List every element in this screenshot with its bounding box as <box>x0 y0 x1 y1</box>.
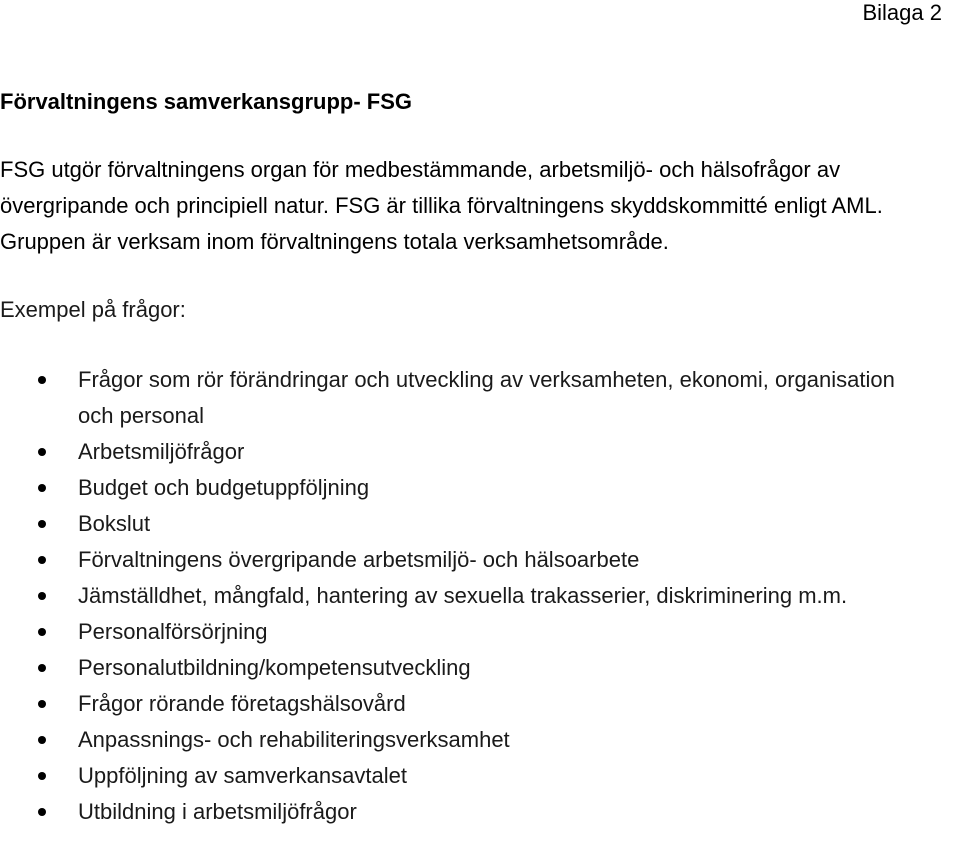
list-item-text: Personalförsörjning <box>78 619 268 644</box>
list-item <box>0 794 930 830</box>
list-item-text: Frågor som rör förändringar och utveckling av verksamheten, ekonomi, organisation och personal <box>78 367 895 428</box>
bullet-icon <box>38 448 46 456</box>
bullet-icon <box>38 484 46 492</box>
list-item <box>0 506 930 542</box>
list-item <box>0 758 930 794</box>
bullet-icon <box>38 700 46 708</box>
list-item-text: Budget och budgetuppföljning <box>78 475 370 500</box>
bullet-icon <box>38 808 46 816</box>
list-item <box>0 470 930 506</box>
bullet-icon <box>38 556 46 564</box>
list-item-text: Bokslut <box>78 511 151 536</box>
question-list <box>0 362 930 830</box>
examples-heading: Exempel på frågor: <box>0 297 186 322</box>
list-item <box>0 650 930 686</box>
bullet-icon <box>38 736 46 744</box>
intro-paragraph: FSG utgör förvaltningens organ för medbestämmande, arbetsmiljö- och hälsofrågor av övergripande och principiell natur. FSG är tillika förvaltningens skyddskommitté enligt AML. Gruppen är verksam inom förvaltningens totala verksamhetsområde. <box>0 157 883 254</box>
list-item <box>0 578 930 614</box>
list-item-text: Arbetsmiljöfrågor <box>78 439 245 464</box>
list-item <box>0 542 930 578</box>
list-item <box>0 614 930 650</box>
list-item <box>0 362 930 434</box>
attachment-label: Bilaga 2 <box>862 0 942 25</box>
bullet-icon <box>38 520 46 528</box>
document-title: Förvaltningens samverkansgrupp- FSG <box>0 89 412 114</box>
list-item-text: Uppföljning av samverkansavtalet <box>78 763 407 788</box>
list-item-text: Frågor rörande företagshälsovård <box>78 691 406 716</box>
bullet-icon <box>38 376 46 384</box>
bullet-icon <box>38 628 46 636</box>
bullet-icon <box>38 664 46 672</box>
list-item <box>0 434 930 470</box>
list-item-text: Förvaltningens övergripande arbetsmiljö- och hälsoarbete <box>78 547 640 572</box>
list-item <box>0 722 930 758</box>
list-item-text: Personalutbildning/kompetensutveckling <box>78 655 471 680</box>
list-item <box>0 686 930 722</box>
list-item-text: Anpassnings- och rehabiliteringsverksamhet <box>78 727 510 752</box>
list-item-text: Jämställdhet, mångfald, hantering av sexuella trakasserier, diskriminering m.m. <box>78 583 848 608</box>
bullet-icon <box>38 592 46 600</box>
list-item-text: Utbildning i arbetsmiljöfrågor <box>78 799 357 824</box>
bullet-icon <box>38 772 46 780</box>
